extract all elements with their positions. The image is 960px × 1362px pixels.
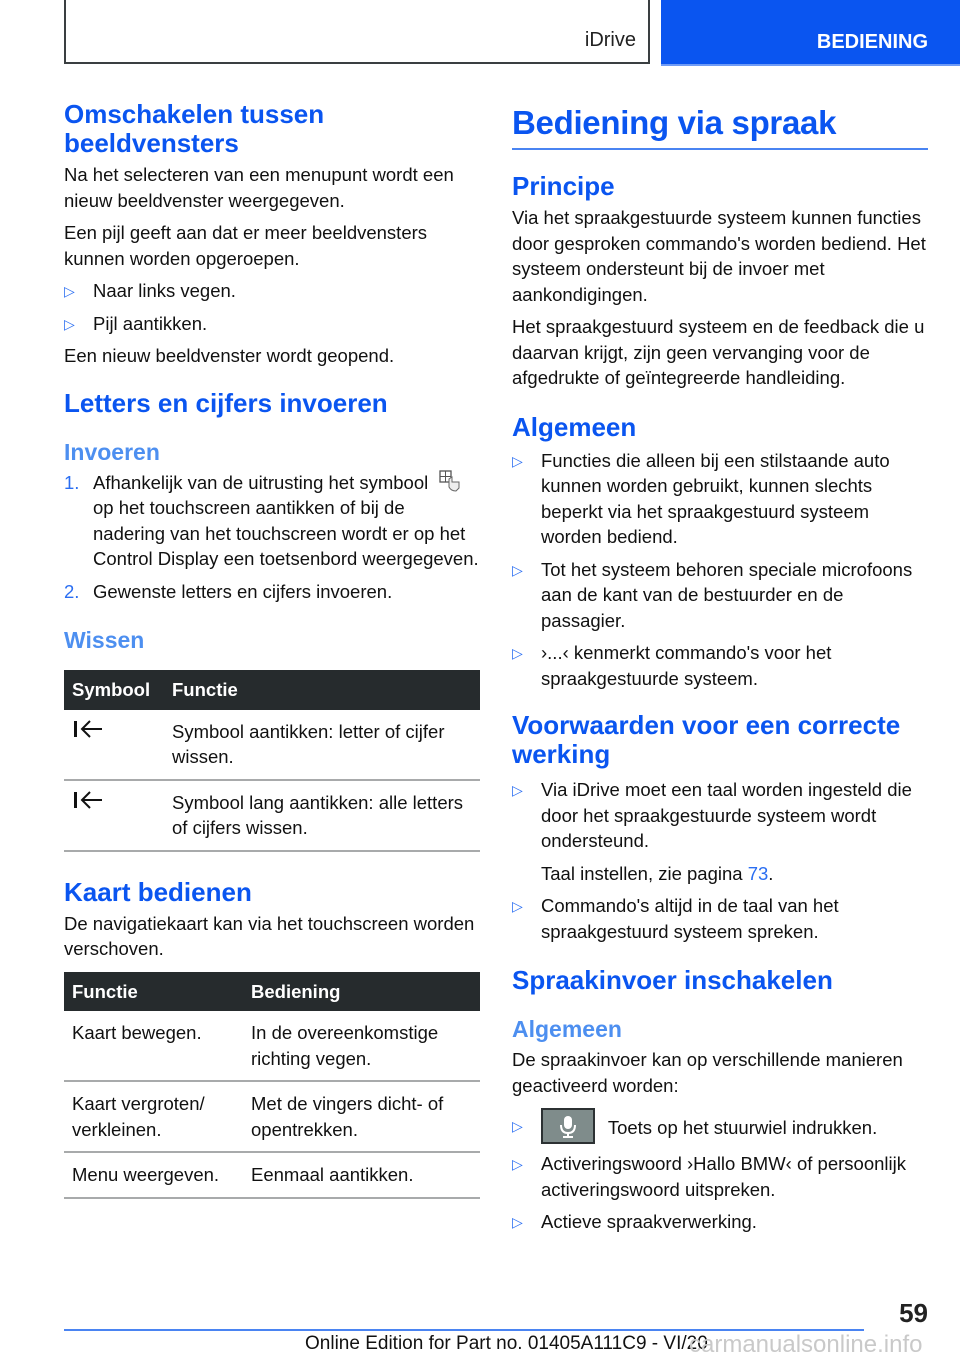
- heading-spraakinvoer-inschakelen: Spraakinvoer inschakelen: [512, 965, 833, 995]
- table-cell: Symbool aantikken: letter of cijfer wissen.: [164, 710, 480, 780]
- list-item: ▷ Activeringswoord ›Hallo BMW‹ of persoonlijk activeringswoord uitspreken.: [512, 1153, 906, 1200]
- table-cell: Eenmaal aantikken.: [243, 1152, 480, 1198]
- column-header: Symbool: [64, 670, 164, 710]
- touch-keyboard-icon: [439, 470, 461, 492]
- triangle-bullet-icon: ▷: [512, 1214, 523, 1230]
- paragraph: Een pijl geeft aan dat er meer beeldvensters kunnen worden opgeroepen.: [64, 222, 428, 269]
- paragraph: De navigatiekaart kan via het touchscreen worden verschoven.: [64, 912, 475, 959]
- subheading-algemeen: Algemeen: [512, 1016, 622, 1042]
- chapter-label: iDrive: [584, 29, 636, 51]
- table-cell: Kaart bewegen.: [64, 1011, 243, 1081]
- list-item: ▷ Toets op het stuurwiel indrukken.: [512, 1108, 928, 1144]
- table-row: [64, 710, 480, 780]
- page-link[interactable]: 73: [747, 862, 769, 884]
- table-cell: Met de vingers dicht- of opentrekken.: [243, 1081, 480, 1152]
- list-item: 2. Gewenste letters en cijfers invoeren.: [64, 579, 480, 605]
- table-row: [64, 1152, 480, 1198]
- backspace-icon: [72, 719, 104, 739]
- bullet-list: [512, 1108, 928, 1235]
- paragraph: Via het spraakgestuurde systeem kunnen functies door gesproken commando's worden bediend. Het systeem ondersteunt bij de invoer met aankondigingen.: [512, 207, 926, 305]
- heading-algemeen: Algemeen: [512, 411, 637, 442]
- heading-voorwaarden: Voorwaarden voor een correcte werking: [512, 710, 901, 769]
- list-item: ▷ Tot het systeem behoren speciale microfoons aan de kant van de bestuurder en de passagier.: [512, 558, 913, 631]
- list-item: ▷ Functies die alleen bij een stilstaande auto kunnen worden gebruikt, kunnen slechts beperkt via het spraakgestuurd systeem worden bediend.: [512, 449, 890, 547]
- page-reference: Taal instellen, zie pagina 73.: [541, 862, 774, 884]
- list-item: ▷ Via iDrive moet een taal worden ingesteld die door het spraakgestuurde systeem wordt ondersteund. Taal instellen, zie pagina 73.: [512, 777, 928, 886]
- wissen-table: [64, 670, 480, 852]
- paragraph: Een nieuw beeldvenster wordt geopend.: [64, 345, 395, 366]
- triangle-bullet-icon: ▷: [64, 315, 75, 332]
- left-column: [64, 100, 480, 1199]
- backspace-icon: [72, 790, 104, 810]
- triangle-bullet-icon: ▷: [512, 561, 523, 578]
- microphone-icon: [543, 1110, 593, 1142]
- list-item: ▷ Commando's altijd in de taal van het spraakgestuurd systeem spreken.: [512, 895, 839, 942]
- triangle-bullet-icon: ▷: [64, 283, 75, 299]
- section-tab: [661, 0, 960, 66]
- heading-principe: Principe: [512, 171, 615, 201]
- step-number: 2.: [64, 580, 80, 602]
- table-row: [64, 780, 480, 851]
- numbered-list: [64, 470, 480, 605]
- right-column: [512, 100, 928, 1242]
- table-cell: Symbool lang aantikken: alle letters of cijfers wissen.: [164, 780, 480, 851]
- heading-omschakelen: Omschakelen tussen beeldvensters: [64, 99, 325, 158]
- paragraph: Na het selecteren van een menupunt wordt een nieuw beeldvenster weergegeven.: [64, 164, 454, 211]
- triangle-bullet-icon: ▷: [512, 898, 523, 914]
- page-number: 59: [899, 1298, 928, 1328]
- list-item: 1. Afhankelijk van de uitrusting het symbool op het touchscreen aantikken of bij de nadering van het touchscreen wordt er op het Control Display een toetsenbord weergegeven.: [64, 471, 479, 569]
- microphone-button: [541, 1108, 595, 1144]
- bullet-list: [512, 448, 928, 692]
- subheading-invoeren: Invoeren: [64, 438, 160, 465]
- list-item: ▷ Pijl aantikken.: [64, 311, 480, 337]
- watermark: carmanualsonline.info: [689, 1331, 923, 1358]
- step-number: 1.: [64, 471, 80, 493]
- heading-bediening-via-spraak: Bediening via spraak: [512, 100, 928, 150]
- table-cell: Kaart vergroten/ verkleinen.: [64, 1081, 243, 1152]
- kaart-table: [64, 972, 480, 1199]
- running-header-frame: [64, 0, 650, 64]
- table-cell: [64, 780, 164, 851]
- triangle-bullet-icon: ▷: [512, 782, 523, 798]
- table-row: [64, 1011, 480, 1081]
- table-cell: In de overeenkomstige richting vegen.: [243, 1011, 480, 1081]
- list-item: ▷ Naar links vegen.: [64, 278, 480, 304]
- triangle-bullet-icon: ▷: [512, 452, 523, 469]
- bullet-list: [512, 777, 928, 944]
- heading-kaart-bedienen: Kaart bedienen: [64, 876, 252, 907]
- section-tab-label: BEDIENING: [816, 31, 928, 53]
- paragraph: De spraakinvoer kan op verschillende manieren geactiveerd worden:: [512, 1049, 903, 1096]
- triangle-bullet-icon: ▷: [512, 1118, 523, 1134]
- heading-letters-cijfers: Letters en cijfers invoeren: [64, 387, 388, 418]
- bullet-list: [64, 278, 480, 336]
- triangle-bullet-icon: ▷: [512, 645, 523, 661]
- table-cell: Menu weergeven.: [64, 1152, 243, 1198]
- triangle-bullet-icon: ▷: [512, 1156, 523, 1172]
- column-header: Functie: [64, 972, 243, 1012]
- list-item: ▷ ›...‹ kenmerkt commando's voor het spraakgestuurde systeem.: [512, 642, 832, 689]
- column-header: Bediening: [243, 972, 480, 1012]
- table-cell: [64, 710, 164, 780]
- paragraph: Het spraakgestuurd systeem en de feedback die u daarvan krijgt, zijn geen vervanging voor de afgedrukte of geïntegreerde handleiding.: [512, 316, 925, 388]
- edition-note: Online Edition for Part no. 01405A111C9 - VI/20: [305, 1333, 708, 1354]
- list-item: ▷ Actieve spraakverwerking.: [512, 1209, 928, 1235]
- column-header: Functie: [164, 670, 480, 710]
- subheading-wissen: Wissen: [64, 627, 145, 653]
- table-row: [64, 1081, 480, 1152]
